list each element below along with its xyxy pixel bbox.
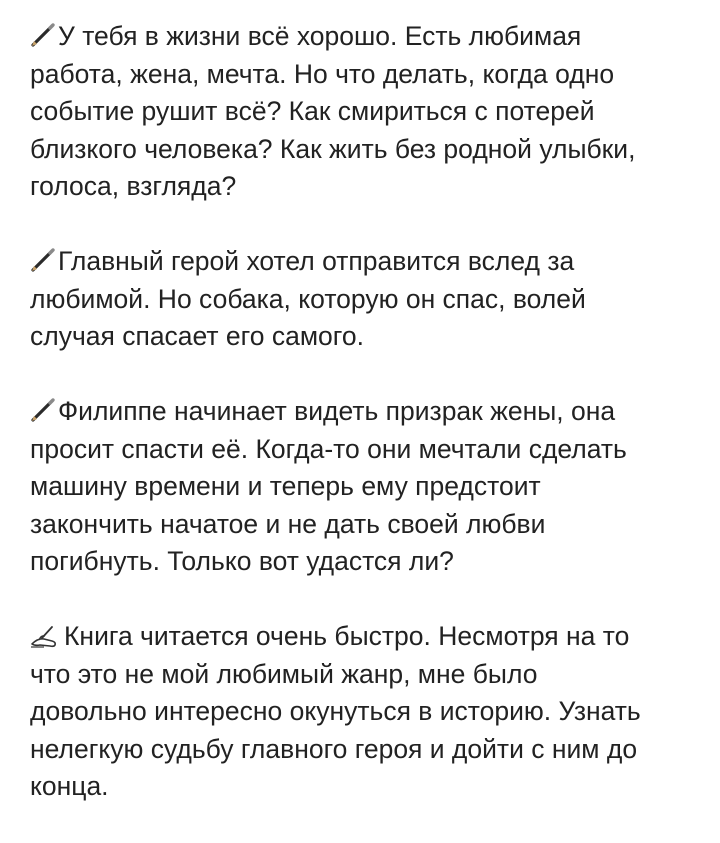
- writing-hand-icon: [30, 624, 58, 648]
- paragraph-line: событие рушит всё? Как смириться с потерей: [30, 96, 595, 126]
- paragraph-line: любимой. Но собака, которую он спас, волей: [30, 283, 586, 314]
- paragraph-line-text: Книга читается очень быстро. Несмотря на то: [64, 621, 630, 651]
- paragraph-line: машину времени и теперь ему предстоит: [30, 471, 541, 501]
- pencil-icon: [30, 22, 56, 48]
- paragraph-line: работа, жена, мечта. Но что делать, когда одно: [30, 58, 615, 89]
- paragraph-line: близкого человека? Как жить без родной улыбки,: [30, 133, 636, 164]
- paragraph-3: [30, 393, 710, 581]
- paragraph-line: [30, 243, 710, 281]
- paragraph-line: закончить начатое и не дать своей любви: [30, 508, 546, 539]
- pencil-icon: [30, 247, 56, 273]
- paragraph-2: [30, 243, 710, 356]
- paragraph-line: довольно интересно окунуться в историю. Узнать: [30, 696, 641, 726]
- pencil-icon: [30, 397, 56, 423]
- paragraph-line: конца.: [30, 771, 109, 801]
- paragraph-line: [30, 618, 710, 656]
- paragraph-line: просит спасти её. Когда-то они мечтали сделать: [30, 433, 627, 464]
- paragraph-line: случая спасает его самого.: [30, 321, 364, 351]
- paragraph-line: [30, 393, 710, 431]
- post-text: [30, 18, 710, 843]
- paragraph-line: что это не мой любимый жанр, мне было: [30, 658, 538, 689]
- paragraph-line: погибнуть. Только вот удастся ли?: [30, 546, 454, 576]
- paragraph-line: [30, 18, 710, 56]
- paragraph-1: [30, 18, 710, 206]
- paragraph-line-text: Главный герой хотел отправится вслед за: [58, 246, 575, 276]
- paragraph-line-text: Филиппе начинает видеть призрак жены, она: [58, 396, 616, 426]
- paragraph-line: голоса, взгляда?: [30, 171, 237, 201]
- paragraph-line-text: У тебя в жизни всё хорошо. Есть любимая: [58, 21, 582, 51]
- paragraph-4: [30, 618, 710, 806]
- paragraph-line: нелегкую судьбу главного героя и дойти с ним до: [30, 733, 638, 764]
